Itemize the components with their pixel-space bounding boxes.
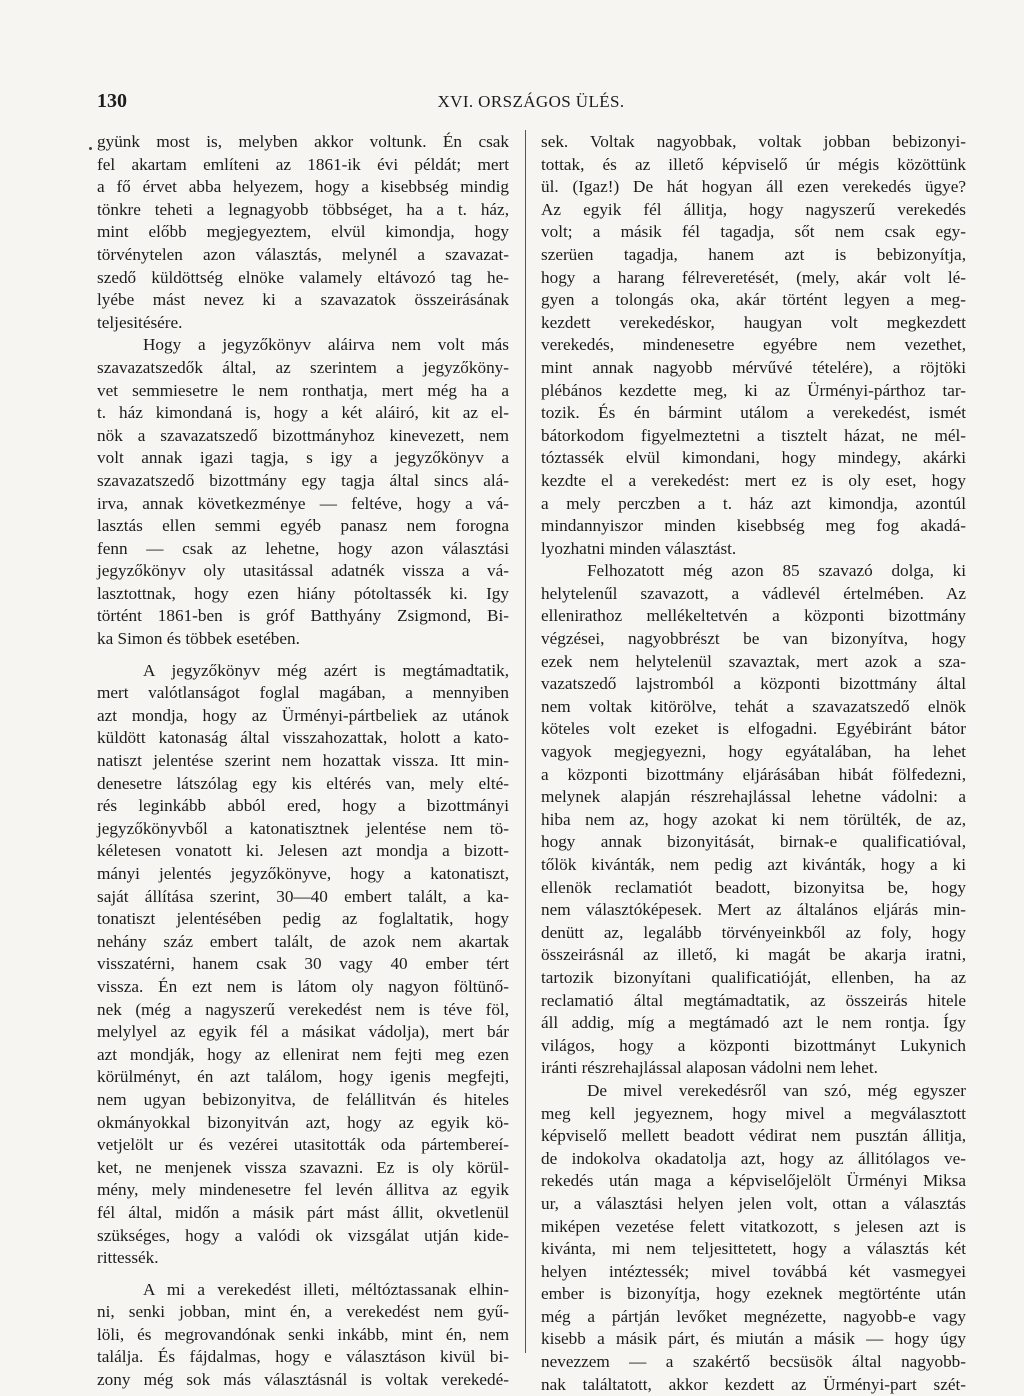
- left-column: [97, 131, 509, 1392]
- text-line: okmányokkal bizonyitván azt, hogy az egyik kö-: [97, 1112, 509, 1132]
- text-line: löli, és megrovandónak senki inkább, mint én, nem: [97, 1324, 509, 1344]
- text-line: fel akartam említeni az 1861-ik évi példát; mert: [97, 154, 509, 174]
- text-line: volt; a másik fél tagadja, sőt nem csak egy-: [541, 222, 966, 242]
- text-line: történt 1861-ben is gróf Batthyány Zsigmond, Bi-: [97, 606, 509, 626]
- text-line: lasztás ellen semmi egyéb panasz nem forogna: [97, 516, 509, 536]
- text-line: körülményt, én azt találom, hogy igenis megfejti,: [97, 1067, 509, 1087]
- text-line: lyébe mást nevez ki a szavazatok összeirásának: [97, 290, 509, 310]
- text-line: szavazatszedők által, az szerintem a jegyzőköny-: [97, 357, 509, 377]
- text-line: hiba nem az, hogy azokat ki nem törülték, de az,: [541, 809, 966, 829]
- text-line: találja. És fájdalmas, hogy e választáson kivül bi-: [97, 1347, 509, 1367]
- text-line: nevezzem — a szakértő becsüsök által nagyobb-: [541, 1352, 966, 1372]
- text-line: A jegyzőkönyv még azért is megtámadtatik,: [143, 660, 509, 680]
- text-line: visszatérni, hanem csak 30 vagy 40 ember tért: [97, 954, 509, 974]
- text-line: fél által, midőn a másik párt mást állit, okvetlenül: [97, 1202, 509, 1222]
- text-line: a mely perczben a t. ház azt kimondja, azontúl: [541, 493, 966, 513]
- text-line: De mivel verekedésről van szó, még egyszer: [587, 1080, 966, 1100]
- text-line: nek (még a nagyszerű verekedést nem is téve föl,: [97, 999, 509, 1019]
- text-line: saját állítása szerint, 30—40 embert talált, a ka-: [97, 886, 509, 906]
- running-title: XVI. ORSZÁGOS ÜLÉS.: [437, 92, 625, 111]
- text-line: miképen vezetése felett vitatkozott, s jelesen azt is: [541, 1216, 966, 1236]
- text-line: a központi bizottmány eljárásában hibát fölfedezni,: [541, 764, 966, 784]
- text-line: teljesitésére.: [97, 312, 183, 332]
- text-line: bátorkodom figyelmeztetni a tisztelt házat, ne mél-: [541, 425, 966, 445]
- text-line: hogy a harang félreveretését, (mely, akár volt lé-: [541, 267, 966, 287]
- text-line: képviselő mellett beadott védirat nem pusztán állitja,: [541, 1126, 966, 1146]
- text-line: kezdte el a verekedést: mert ez is oly eset, hogy: [541, 470, 966, 490]
- text-line: zony még sok más választásnál is voltak verekedé-: [97, 1370, 509, 1390]
- text-line: melynek alapján részrehajlással lehetne vádolni: a: [541, 787, 966, 807]
- page-speck: [89, 147, 92, 150]
- text-line: küldött katonaság által visszahozattak, holott a kato-: [97, 728, 509, 748]
- text-line: vazatszedő lajstromból a központi bizottmány által: [541, 674, 966, 694]
- text-line: Felhozatott még azon 85 szavazó dolga, ki: [587, 561, 966, 581]
- text-line: iránti részrehajlással alaposan vádolni nem lehet.: [541, 1058, 878, 1078]
- text-line: natiszt jelentése szerint nem hozattak vissza. Itt min-: [97, 751, 509, 771]
- text-line: szavazatszedő bizottmány egy tagja által sincs alá-: [97, 470, 509, 490]
- text-line: jegyzőkönyvből a katonatisztnek jelentése nem tö-: [97, 818, 509, 838]
- text-line: Az egyik fél állitja, hogy nagyszerű verekedés: [541, 199, 966, 219]
- text-line: vissza. Én ezt nem is látom oly nagyon föltünő-: [97, 976, 509, 996]
- text-line: melylyel az egyik fél a másikat vádolja), mert bár: [97, 1022, 509, 1042]
- text-line: rés leginkább abból ered, hogy a bizottmányi: [97, 796, 509, 816]
- text-line: fenn — csak az lehetne, hogy azon választási: [97, 538, 509, 558]
- text-line: lyozhatni minden választást.: [541, 538, 737, 558]
- text-line: hogy annak bizonyitását, birnak-e qualificatióval,: [541, 832, 966, 852]
- text-line: vet semmiesetre le nem ronthatja, mert még ha a: [97, 380, 509, 400]
- text-line: ur, a választási helyen jelen volt, ottan a választás: [541, 1193, 966, 1213]
- text-line: tottak, és az illető képviselő úr mégis közöttünk: [541, 154, 966, 174]
- text-line: tozik. És én bármint utálom a verekedést, ismét: [541, 403, 966, 423]
- text-line: meg kell jegyeznem, hogy mivel a megválasztott: [541, 1103, 966, 1123]
- text-line: kisebb a másik párt, és miután a másik — hogy úgy: [541, 1329, 966, 1349]
- text-line: ellenök reclamatiót beadott, bizonyitsa be, hogy: [541, 877, 966, 897]
- right-column: [541, 131, 966, 1396]
- text-line: ezek nem helytelenül szavaztak, mert azok a sza-: [541, 651, 966, 671]
- text-line: denütt az, legalább törvényeinkből az foly, hogy: [541, 922, 966, 942]
- text-line: ember is bizonyítja, hogy ezeknek megtörténte után: [541, 1284, 966, 1304]
- text-line: tőlök kivánták, nem pedig azt kivánták, hogy a ki: [541, 855, 966, 874]
- page-header: [97, 90, 965, 114]
- text-line: nem választóképesek. Mert az általános eljárás min-: [541, 900, 966, 920]
- text-line: tartozik bizonyítani qualificatióját, ellenben, ha az: [541, 967, 966, 987]
- column-divider: [525, 130, 526, 1353]
- text-line: nehány száz embert talált, de azok nem akartak: [97, 931, 509, 951]
- text-line: tönkre teheti a legnagyobb többséget, ha a t. ház,: [97, 199, 509, 219]
- text-line: rittessék.: [97, 1248, 159, 1268]
- text-line: ni, senki jobban, mint én, a verekedést nem gyű-: [97, 1302, 509, 1322]
- text-line: nök a szavazatszedő bizottmányhoz kinevezett, nem: [97, 425, 509, 445]
- text-line: köteles volt ezeket is elfogadni. Egyébiránt bátor: [541, 719, 966, 739]
- text-line: nak találtatott, akkor kezdett az Ürményi-part szét-: [541, 1374, 966, 1394]
- text-line: azt mondja, hogy az Ürményi-pártbeliek az utánok: [97, 705, 509, 725]
- text-line: nem ugyan bebizonyitva, de felállitván és hiteles: [97, 1089, 509, 1109]
- text-line: tonatiszt jelentésében pedig az foglaltatik, hogy: [97, 909, 509, 929]
- text-line: sek. Voltak nagyobbak, voltak jobban bebizonyi-: [541, 132, 966, 151]
- text-line: mint előbb megjegyeztem, elvül kimondja, hogy: [97, 222, 509, 242]
- text-line: gyünk most is, melyben akkor voltunk. Én csak: [97, 132, 509, 151]
- text-line: áll addig, míg a megtámadó azt le nem rontja. Így: [541, 1013, 966, 1033]
- text-line: kéletesen vonatott ki. Jelesen azt mondja a bizott-: [97, 841, 509, 861]
- text-line: összeirásnál az illető, ki magát be akarja iratni,: [541, 945, 966, 965]
- text-line: szerüen tagadja, hanem azt is bebizonyítja,: [541, 244, 966, 264]
- text-line: ka Simon és többek esetében.: [97, 629, 300, 649]
- text-line: vagyok megjegyezni, hogy egyátalában, ha lehet: [541, 742, 966, 762]
- text-line: törvénytelen azon választás, melynél a szavazat-: [97, 244, 509, 264]
- text-line: reclamatió által megtámadtatik, az összeirás hitele: [541, 990, 966, 1010]
- text-line: gyen a tolongás oka, akár történt legyen a meg-: [541, 290, 966, 310]
- text-line: denesetre látszólag egy kis eltérés van, mely elté-: [97, 773, 509, 793]
- text-line: mányi jelentés jegyzőkönyve, hogy a katonatiszt,: [97, 864, 509, 883]
- text-line: vetjelölt ur és vezérei utasitották oda pártembereí-: [97, 1135, 509, 1155]
- text-line: t. ház kimondaná is, hogy a két aláiró, kit az el-: [97, 403, 509, 423]
- text-line: kivánta, mi nem teljesittetett, hogy a választás két: [541, 1239, 966, 1259]
- text-line: plébános kezdette meg, ki az Ürményi-párthoz tar-: [541, 380, 966, 400]
- text-line: mint annak nagyobb mérvűvé tételére), a röjtöki: [541, 357, 966, 377]
- text-line: Hogy a jegyzőkönyv aláirva nem volt más: [143, 335, 509, 355]
- text-line: helytelenűl szavazott, a vádlevél értelmében. Az: [541, 583, 966, 603]
- text-line: kezdett verekedéskor, haugyan volt megkezdett: [541, 312, 966, 332]
- text-line: rekedés után maga a képviselőjelölt Ürményi Miksa: [541, 1171, 966, 1191]
- text-line: lasztottnak, hogy ezen hiány pótoltassék ki. Igy: [97, 583, 509, 603]
- page-number: 130: [97, 90, 127, 112]
- text-line: ül. (Igaz!) De hát hogyan áll ezen verekedés ügye?: [541, 177, 966, 197]
- text-line: A mi a verekedést illeti, méltóztassanak elhin-: [143, 1279, 509, 1299]
- text-line: jegyzőkönyv oly utasitással adatnék vissza a vá-: [97, 561, 509, 581]
- text-line: ket, ne menjenek vissza szavazni. Ez is oly körül-: [97, 1157, 509, 1177]
- text-line: a fő érvet abba helyezem, hogy a kisebbség mindig: [97, 177, 509, 197]
- text-line: de indokolva okadatolja azt, hogy az állitólagos ve-: [541, 1148, 966, 1168]
- text-line: világos, hogy a központi bizottmányt Lukynich: [541, 1035, 966, 1055]
- text-line: tóztassék elvül kimondani, hogy mindegy, akárki: [541, 448, 966, 468]
- text-line: volt annak igazi tagja, s igy a jegyzőkönyv a: [97, 448, 509, 468]
- text-line: mindannyiszor minden kisebbség meg fog akadá-: [541, 516, 966, 536]
- text-line: szükséges, hogy a valódi ok vizsgálat utján kide-: [97, 1225, 509, 1245]
- text-line: mény, mely mindenesetre fel levén állitva az egyik: [97, 1180, 509, 1200]
- text-line: végzései, nagyobbrészt be van bizonyítva, hogy: [541, 629, 966, 649]
- text-line: mert valótlanságot foglal magában, a mennyiben: [97, 683, 509, 703]
- text-line: verekedés, mindenesetre egyébre nem vezethet,: [541, 335, 966, 355]
- text-line: még a pártján levőket megnézette, nagyobb-e vagy: [541, 1306, 966, 1326]
- text-line: ellenirathoz mellékeltetvén a központi bizottmány: [541, 606, 966, 626]
- text-line: nem voltak kitörölve, tehát a szavazatszedő elnök: [541, 696, 966, 716]
- text-line: szedő küldöttség elnöke valamely eltávozó tag he-: [97, 267, 509, 287]
- text-line: helyen intéztessék; mivel továbbá két vasmegyei: [541, 1261, 966, 1281]
- text-line: azt mondják, hogy az ellenirat nem fejti meg ezen: [97, 1044, 509, 1064]
- text-line: irva, annak következménye — feltéve, hogy a vá-: [97, 493, 509, 513]
